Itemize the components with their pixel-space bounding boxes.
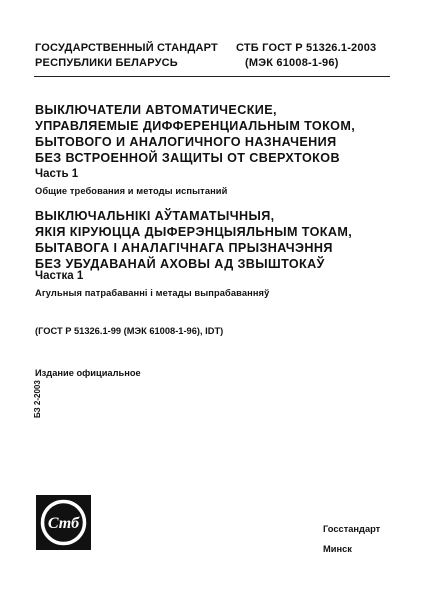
issuer-line-1: ГОСУДАРСТВЕННЫЙ СТАНДАРТ (35, 42, 218, 54)
issuer-line-2: РЕСПУБЛИКИ БЕЛАРУСЬ (35, 57, 178, 69)
publisher-city: Минск (323, 544, 352, 554)
issuer-header (35, 41, 218, 71)
title-by-line-2: ЯКІЯ КІРУЮЦЦА ДЫФЕРЭНЦЫЯЛЬНЫМ ТОКАМ, (35, 225, 353, 239)
publisher: Госстандарт (323, 524, 381, 534)
edition-label: Издание официальное (35, 368, 141, 378)
title-russian (35, 102, 355, 166)
title-ru-line-3: БЫТОВОГО И АНАЛОГИЧНОГО НАЗНАЧЕНИЯ (35, 135, 337, 149)
vertical-registration-code: БЗ 2-2003 (33, 380, 42, 418)
title-belarusian (35, 208, 352, 272)
part-russian: Часть 1 (35, 168, 79, 180)
logo-text: Стб (47, 515, 80, 532)
title-ru-line-1: ВЫКЛЮЧАТЕЛИ АВТОМАТИЧЕСКИЕ, (35, 103, 277, 117)
equivalence-note: (ГОСТ Р 51326.1-99 (МЭК 61008-1-96), IDT) (35, 326, 224, 336)
stb-logo-icon (36, 495, 91, 550)
title-ru-line-4: БЕЗ ВСТРОЕННОЙ ЗАЩИТЫ ОТ СВЕРХТОКОВ (35, 151, 340, 165)
standard-code: СТБ ГОСТ Р 51326.1-2003 (236, 42, 377, 54)
standard-code-equivalent: (МЭК 61008-1-96) (245, 57, 339, 69)
subtitle-belarusian: Агульныя патрабаванні і метады выпрабаванняў (35, 288, 270, 298)
title-by-line-1: ВЫКЛЮЧАЛЬНІКІ АЎТАМАТЫЧНЫЯ, (35, 209, 275, 223)
title-ru-line-2: УПРАВЛЯЕМЫЕ ДИФФЕРЕНЦИАЛЬНЫМ ТОКОМ, (35, 119, 356, 133)
title-by-line-3: БЫТАВОГА І АНАЛАГІЧНАГА ПРЫЗНАЧЭННЯ (35, 241, 333, 255)
subtitle-russian: Общие требования и методы испытаний (35, 186, 228, 196)
part-belarusian: Частка 1 (35, 270, 84, 282)
title-by-line-4: БЕЗ УБУДАВАНАЙ АХОВЫ АД ЗВЫШТОКАЎ (35, 257, 325, 271)
header-divider (34, 76, 390, 77)
standard-code-block (236, 41, 376, 71)
